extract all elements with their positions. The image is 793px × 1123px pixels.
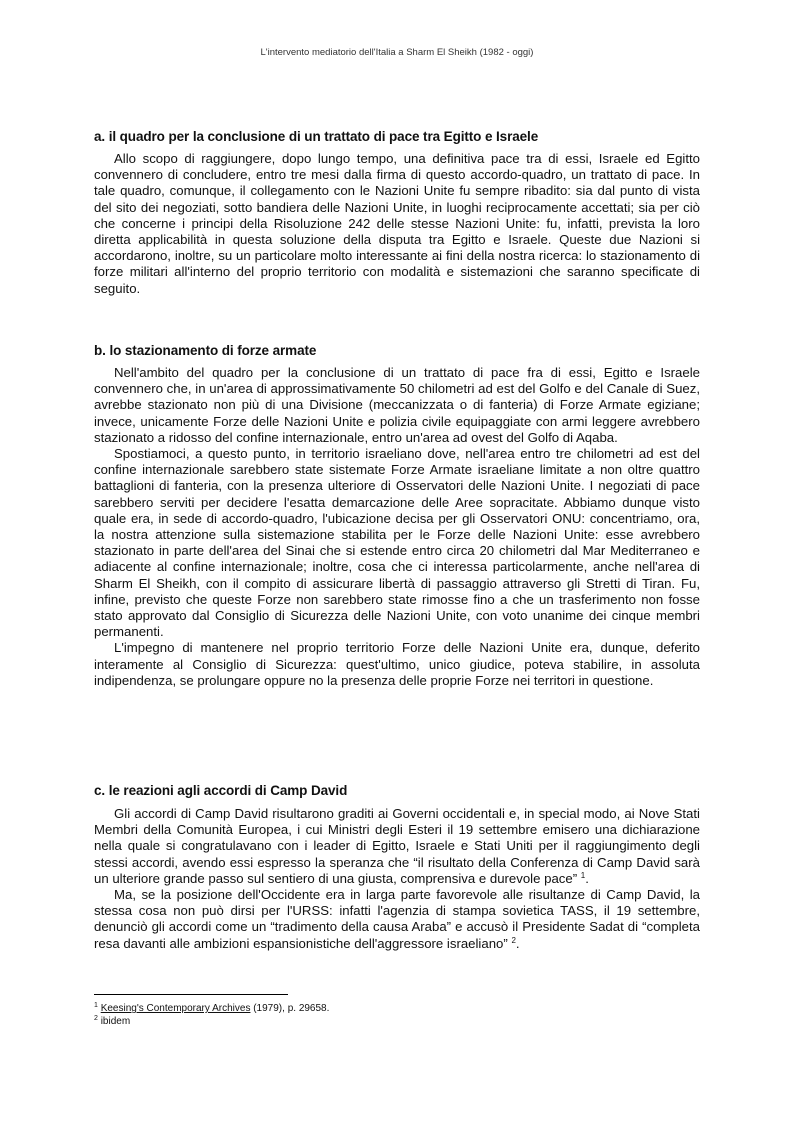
section-c-title: c. le reazioni agli accordi di Camp David	[94, 783, 348, 798]
footnote-source: Keesing's Contemporary Archives	[100, 1003, 251, 1014]
paragraph: Gli accordi di Camp David risultarono graditi ai Governi occidentali e, in special modo, ai Nove Stati Membri della Comunità Europea, i cui Ministri degli Esteri il 19 settembre emisero una dichiarazione nella quale si congratulavano con i leader di Egitto, Israele e Stati Uniti per il raggiungimento degli stessi accordi, avendo essi espresso la speranza che “il risultato della Conferenza di Camp David sarà un ulteriore grande passo sul sentiero di una giusta, comprensiva e durevole pace” $^1$.	[94, 806, 700, 886]
footnote-text: ibidem	[100, 1016, 131, 1027]
section-b-body	[94, 365, 700, 689]
paragraph: Spostiamoci, a questo punto, in territorio israeliano dove, nell'area entro tre chilometri ad est del confine internazionale sarebbero state sistemate Forze Armate israeliane limitate a non oltre quattro battaglioni di fanteria, con la presenza ulteriore di Osservatori delle Nazioni Unite. I negoziati di pace sarebbero serviti per decidere l'esatta demarcazione delle Aree sopracitate. Abbiamo dunque visto quale era, in sede di accordo-quadro, l'ubicazione decisa per gli Osservatori ONU: concentriamo, ora, la nostra attenzione sulla sistemazione stabilita per le Forze delle Nazioni Unite: esse avrebbero stazionato in parte dell'area del Sinai che si estende entro circa 20 chilometri dal Mar Mediterraneo e adiacente al confine internazionale; inoltre, cosa che ci interessa particolarmente, anche nell'area di Sharm El Sheikh, con il compito di assicurare libertà di passaggio attraverso gli Stretti di Tiran. Fu, infine, previsto che queste Forze non sarebbero state rimosse fino a che un trasferimento non fosse stato approvato dal Consiglio di Sicurezza delle Nazioni Unite, con voto unanime dei cinque membri permanenti.	[94, 446, 700, 640]
footnote-ref[interactable]: 2	[511, 935, 516, 945]
paragraph: Allo scopo di raggiungere, dopo lungo tempo, una definitiva pace tra di essi, Israele ed Egitto convennero di concludere, entro tre mesi dalla firma di questo accordo-quadro, un trattato di pace. In tale quadro, comunque, il collegamento con le Nazioni Unite fu sempre ribadito: sia dal punto di vista del sito dei negoziati, sotto bandiera delle Nazioni Unite, in luoghi reciprocamente accettati; sia per ciò che concerne i principi della Risoluzione 242 delle stesse Nazioni Unite: fu, infatti, prevista la loro diretta applicabilità in questa soluzione della disputa tra Egitto e Israele. Queste due Nazioni si accordarono, inoltre, su un particolare molto interessante ai fini della nostra ricerca: lo stazionamento di forze militari all'interno del proprio territorio con modalità e sistemazioni che saranno specificate di seguito.	[94, 151, 700, 296]
paragraph: L'impegno di mantenere nel proprio territorio Forze delle Nazioni Unite era, dunque, deferito interamente al Consiglio di Sicurezza: quest'ultimo, unico giudice, poteva stabilire, in assoluta indipendenza, se prolungare oppure no la presenza delle proprie Forze nei territori in questione.	[94, 640, 700, 688]
footnotes	[94, 1002, 329, 1028]
paragraph-text: Gli accordi di Camp David risultarono graditi ai Governi occidentali e, in special modo, ai Nove Stati Membri della Comunità Europea, i cui Ministri degli Esteri il 19 settembre emisero una dichiarazione nella quale si congratulavano con i leader di Egitto, Israele e Stati Uniti per il raggiungimento degli stessi accordi, avendo essi espresso la speranza che “il risultato della Conferenza di Camp David sarà un ulteriore grande passo sul sentiero di una giusta, comprensiva e durevole pace”	[94, 806, 700, 886]
footnote-1	[94, 1002, 329, 1015]
footnote-divider	[94, 994, 288, 995]
paragraph: Ma, se la posizione dell'Occidente era in larga parte favorevole alle risultanze di Camp David, la stessa cosa non può dirsi per l'URSS: infatti l'agenzia di stampa sovietica TASS, il 19 settembre, denunciò gli accordi come un “tradimento della causa Araba” e accusò il Presidente Sadat di “completa resa davanti alle ambizioni espansionistiche dell'aggressore israeliano” $^2$.	[94, 887, 700, 951]
footnote-text: (1979), p. 29658.	[250, 1003, 330, 1014]
section-b-title: b. lo stazionamento di forze armate	[94, 343, 317, 358]
paragraph: Nell'ambito del quadro per la conclusione di un trattato di pace fra di essi, Egitto e Israele convennero che, in un'area di approssimativamente 50 chilometri ad est del Golfo e del Canale di Suez, avrebbe stazionato non più di una Divisione (meccanizzata o di fanteria) di Forze Armate egiziane; invece, unicamente Forze delle Nazioni Unite e polizia civile equipaggiate con armi leggere avrebbero stazionato a ridosso del confine internazionale, entro un'area ad ovest del Golfo di Aqaba.	[94, 365, 700, 445]
footnote-2	[94, 1015, 329, 1028]
section-a-body	[94, 151, 700, 297]
running-header: L'intervento mediatorio dell'Italia a Sharm El Sheikh (1982 - oggi)	[260, 47, 534, 58]
footnote-mark: 1	[94, 1002, 98, 1009]
paragraph-text: Ma, se la posizione dell'Occidente era in larga parte favorevole alle risultanze di Camp David, la stessa cosa non può dirsi per l'URSS: infatti l'agenzia di stampa sovietica TASS, il 19 settembre, denunciò gli accordi come un “tradimento della causa Araba” e accusò il Presidente Sadat di “completa resa davanti alle ambizioni espansionistiche dell'aggressore israeliano”	[94, 887, 700, 951]
footnote-mark: 2	[94, 1015, 98, 1022]
section-a-title: a. il quadro per la conclusione di un trattato di pace tra Egitto e Israele	[94, 129, 539, 144]
footnote-ref[interactable]: 1	[580, 870, 586, 880]
section-c-body	[94, 806, 700, 952]
